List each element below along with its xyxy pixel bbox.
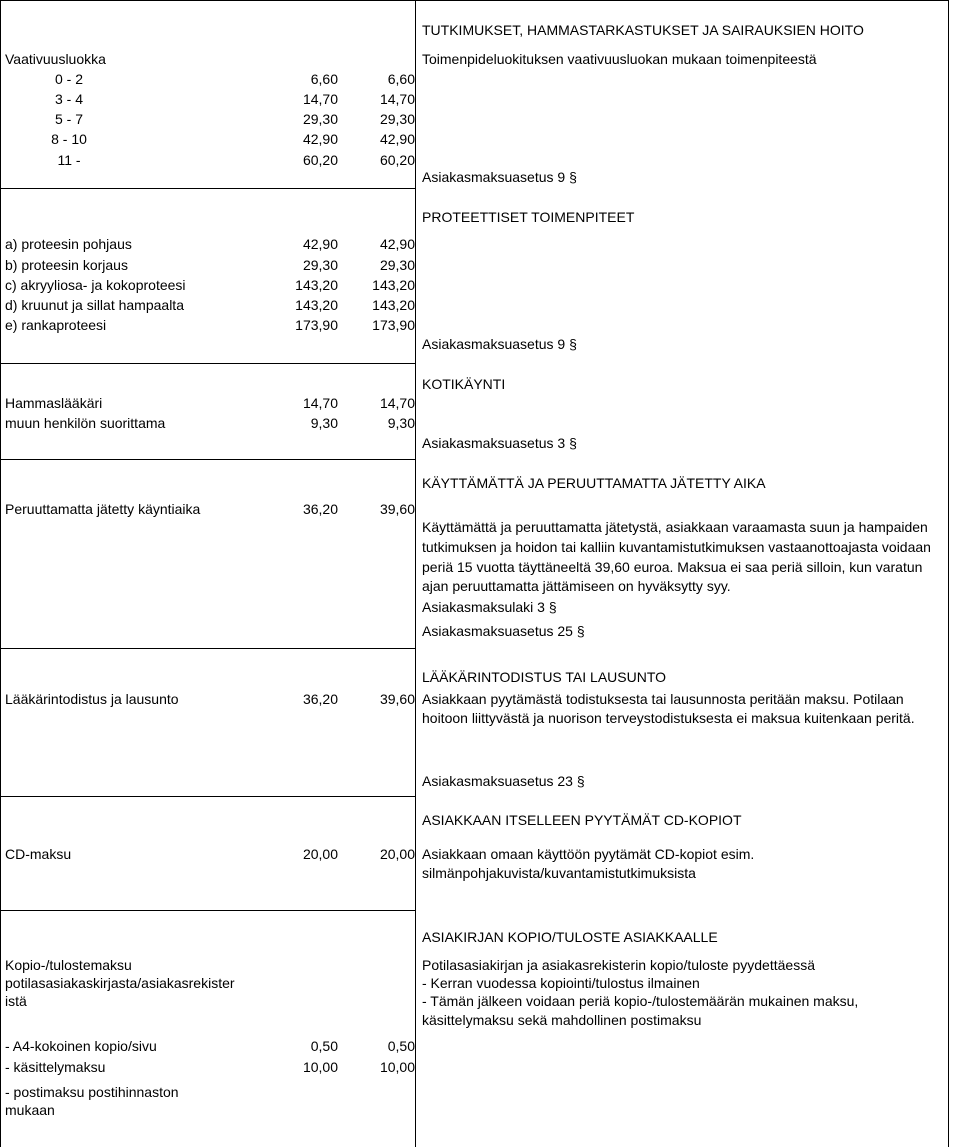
procedure-fee-1: 42,90: [302, 236, 338, 252]
postage-label: - postimaksu postihinnaston: [5, 1084, 179, 1100]
section-divider: [0, 363, 416, 364]
copy-fee-label: potilasasiakaskirjasta/asiakasrekister: [5, 975, 235, 991]
visit-name: Hammaslääkäri: [5, 395, 103, 411]
procedure-fee-2: 29,30: [379, 257, 415, 273]
certificate-fee-2: 39,60: [379, 691, 415, 707]
section-divider: [0, 796, 416, 797]
legal-reference: Asiakasmaksuasetus 23 §: [422, 773, 585, 789]
paragraph-line: Asiakkaan pyytämästä todistuksesta tai lausunnosta peritään maksu. Potilaan: [422, 691, 904, 707]
procedure-fee-1: 143,20: [295, 277, 338, 293]
copy-fee-label: istä: [5, 993, 27, 1009]
procedure-fee-2: 42,90: [379, 236, 415, 252]
procedure-fee-2: 143,20: [372, 297, 415, 313]
section-heading: KOTIKÄYNTI: [422, 376, 506, 392]
grade-fee-1: 14,70: [302, 91, 338, 107]
section-divider: [0, 910, 416, 911]
paragraph-line: ajan peruuttamatta jättämiseen on hyväksytty syy.: [422, 578, 731, 594]
procedure-fee-1: 29,30: [302, 257, 338, 273]
page-title: TUTKIMUKSET, HAMMASTARKASTUKSET JA SAIRAUKSIEN HOITO: [422, 22, 864, 38]
legal-reference: Asiakasmaksulaki 3 §: [422, 599, 557, 615]
procedure-name: d) kruunut ja sillat hampaalta: [5, 297, 184, 313]
paragraph-line: silmänpohjakuvista/kuvantamistutkimuksista: [422, 865, 696, 881]
paragraph-line: Asiakkaan omaan käyttöön pyytämät CD-kopiot esim.: [422, 846, 755, 862]
paragraph-line: periä 15 vuotta täyttäneeltä 39,60 euroa. Maksua ei saa periä silloin, kun varatun: [422, 559, 923, 575]
grade-fee-1: 60,20: [302, 152, 338, 168]
legal-reference: Asiakasmaksuasetus 3 §: [422, 435, 577, 451]
cd-fee-name: CD-maksu: [5, 846, 72, 862]
grade-fee-1: 29,30: [302, 111, 338, 127]
section-divider: [0, 188, 416, 189]
grade-fee-2: 29,30: [379, 111, 415, 127]
certificate-fee-1: 36,20: [302, 691, 338, 707]
procedure-name: c) akryyliosa- ja kokoproteesi: [5, 277, 186, 293]
certificate-name: Lääkärintodistus ja lausunto: [5, 691, 179, 707]
missed-appointment-fee-1: 36,20: [302, 501, 338, 517]
copy-item-fee-2: 0,50: [387, 1038, 415, 1054]
missed-appointment-fee-2: 39,60: [379, 501, 415, 517]
copy-item-fee-2: 10,00: [379, 1059, 415, 1075]
procedure-fee-2: 143,20: [372, 277, 415, 293]
grade-name: 5 - 7: [54, 111, 83, 127]
grade-fee-2: 6,60: [387, 71, 415, 87]
paragraph-line: käsittelymaksu sekä mahdollinen postimaksu: [422, 1012, 702, 1028]
postage-label: mukaan: [5, 1102, 55, 1118]
grid-line-left: [0, 0, 1, 1147]
grade-fee-2: 14,70: [379, 91, 415, 107]
copy-item-fee-1: 0,50: [310, 1038, 338, 1054]
paragraph-line: Potilasasiakirjan ja asiakasrekisterin kopio/tuloste pyydettäessä: [422, 957, 815, 973]
section-divider: [0, 648, 416, 649]
grade-fee-1: 42,90: [302, 131, 338, 147]
grid-line-top: [0, 0, 949, 1]
section-heading: ASIAKIRJAN KOPIO/TULOSTE ASIAKKAALLE: [422, 929, 718, 945]
procedure-name: a) proteesin pohjaus: [5, 236, 132, 252]
grade-name: 3 - 4: [54, 91, 83, 107]
paragraph-line: - Tämän jälkeen voidaan periä kopio-/tulostemäärän mukainen maksu,: [422, 993, 859, 1009]
legal-reference: Asiakasmaksuasetus 9 §: [422, 169, 577, 185]
section-heading: PROTEETTISET TOIMENPITEET: [422, 209, 635, 225]
grade-fee-2: 60,20: [379, 152, 415, 168]
section-divider: [0, 459, 416, 460]
copy-item-fee-1: 10,00: [302, 1059, 338, 1075]
legal-reference: Asiakasmaksuasetus 9 §: [422, 336, 577, 352]
procedure-name: b) proteesin korjaus: [5, 257, 128, 273]
grade-name: 0 - 2: [54, 71, 83, 87]
procedure-fee-1: 173,90: [295, 317, 338, 333]
visit-fee-2: 9,30: [387, 415, 415, 431]
grade-name: 8 - 10: [51, 131, 87, 147]
vaativuus-label: Vaativuusluokka: [5, 51, 106, 67]
copy-item-name: - A4-kokoinen kopio/sivu: [5, 1038, 157, 1054]
grade-name: 11 -: [57, 152, 81, 168]
procedure-fee-1: 143,20: [295, 297, 338, 313]
legal-reference: Asiakasmaksuasetus 25 §: [422, 623, 585, 639]
copy-item-name: - käsittelymaksu: [5, 1059, 106, 1075]
page-subtitle: Toimenpideluokituksen vaativuusluokan mukaan toimenpiteestä: [422, 51, 817, 67]
grade-fee-2: 42,90: [379, 131, 415, 147]
grid-line-col3: [415, 0, 416, 1147]
grid-line-right: [948, 0, 949, 1147]
paragraph-line: Käyttämättä ja peruuttamatta jätetystä, asiakkaan varaamasta suun ja hampaiden: [422, 519, 928, 535]
visit-fee-1: 14,70: [302, 395, 338, 411]
missed-appointment-name: Peruuttamatta jätetty käyntiaika: [5, 501, 201, 517]
cd-fee-2: 20,00: [379, 846, 415, 862]
grade-fee-1: 6,60: [310, 71, 338, 87]
visit-fee-1: 9,30: [310, 415, 338, 431]
procedure-name: e) rankaproteesi: [5, 317, 107, 333]
procedure-fee-2: 173,90: [372, 317, 415, 333]
visit-fee-2: 14,70: [379, 395, 415, 411]
paragraph-line: - Kerran vuodessa kopiointi/tulostus ilmainen: [422, 975, 700, 991]
cd-fee-1: 20,00: [302, 846, 338, 862]
paragraph-line: tutkimuksen ja hoidon tai kalliin kuvantamistutkimuksen vastaanottoajasta voidaan: [422, 539, 931, 555]
copy-fee-label: Kopio-/tulostemaksu: [5, 957, 132, 973]
paragraph-line: hoitoon liittyvästä ja nuorison terveystodistuksesta ei maksua kuitenkaan peritä.: [422, 710, 915, 726]
section-heading: LÄÄKÄRINTODISTUS TAI LAUSUNTO: [422, 669, 667, 685]
visit-name: muun henkilön suorittama: [5, 415, 166, 431]
section-heading: ASIAKKAAN ITSELLEEN PYYTÄMÄT CD-KOPIOT: [422, 812, 742, 828]
section-heading: KÄYTTÄMÄTTÄ JA PERUUTTAMATTA JÄTETTY AIKA: [422, 475, 766, 491]
